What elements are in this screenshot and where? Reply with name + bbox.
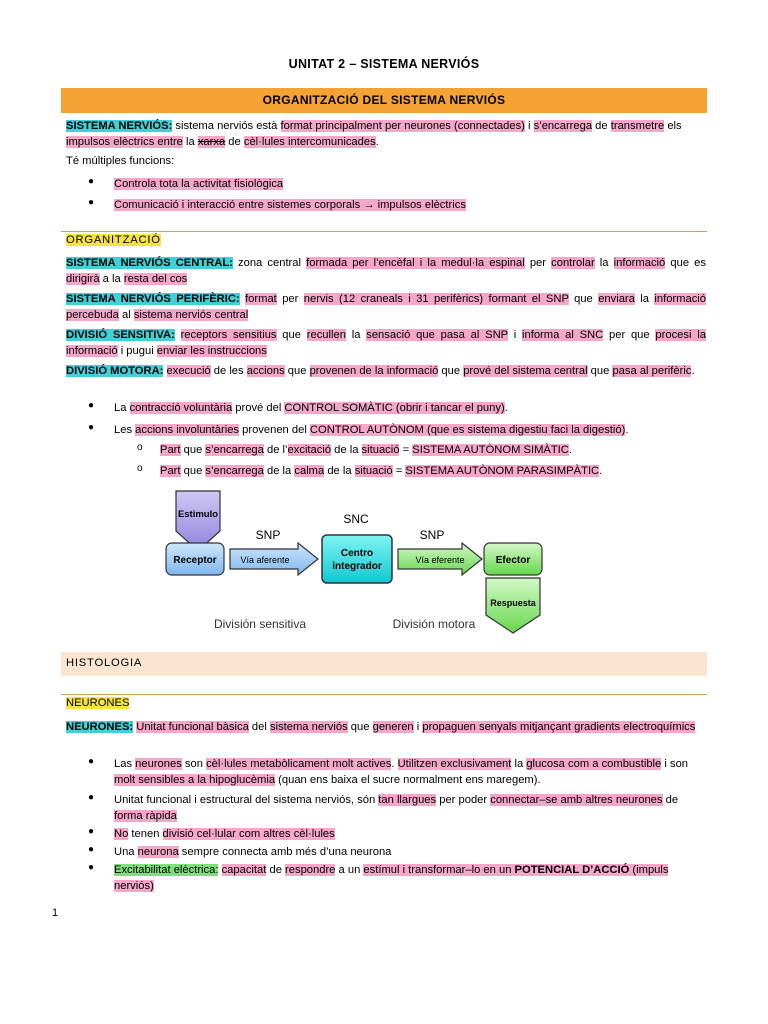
snp-right-label: SNP (419, 528, 445, 542)
neurones-definition: NEURONES: Unitat funcional bàsica del sistema nerviós que generen i propaguen senyals mitjançant gradients electroquímics (66, 721, 696, 733)
bullet-icon: ● (88, 792, 95, 803)
function-item: Comunicació i interacció entre sistemes corporals → impulsos elèctrics (114, 199, 466, 211)
bullet-icon: ● (88, 844, 95, 855)
bullet-icon: ● (88, 400, 95, 411)
document-title: UNITAT 2 – SISTEMA NERVIÓS (288, 57, 480, 71)
via-eferente-label: Vía eferente (415, 555, 465, 565)
motor-bullet: Les accions involuntàries provenen del CONTROL AUTÒNOM (que es sistema digestiu faci la digestió). (114, 424, 629, 436)
page-number: 1 (52, 907, 59, 919)
divider (61, 231, 707, 232)
nervous-system-diagram (150, 485, 570, 640)
bullet-icon: ● (88, 197, 95, 208)
motor-subbullet: Part que s’encarrega de la calma de la situació = SISTEMA AUTÒNOM PARASIMPÀTIC. (160, 465, 603, 477)
motor-subbullet: Part que s’encarrega de l’excitació de la situació = SISTEMA AUTÒNOM SIMÀTIC. (160, 444, 572, 456)
circle-bullet-icon: o (137, 463, 143, 474)
motora-paragraph: DIVISIÓ MOTORA: execució de les accions que provenen de la informació que prové del sistema central que pasa al perifèric. (66, 365, 695, 377)
snc-paragraph: SISTEMA NERVIÓS CENTRAL: zona central formada per l’encèfal i la medul·la espinal per controlar la informació que es dirigirà a la resta del cos (66, 257, 706, 285)
circle-bullet-icon: o (137, 442, 143, 453)
centro-label-2: integrador (332, 561, 382, 572)
respuesta-label: Respuesta (490, 598, 536, 608)
via-aferente-label: Vía aferente (240, 555, 290, 565)
bullet-icon: ● (88, 176, 95, 187)
division-motora-label: División motora (392, 617, 476, 631)
divider (61, 694, 707, 695)
neurones-bullet: Unitat funcional i estructural del sistema nerviós, són tan llargues per poder connectar–se amb altres neurones de forma ràpida (114, 794, 679, 822)
bullet-icon: ● (88, 826, 95, 837)
functions-label: Té múltiples funcions: (66, 155, 175, 167)
function-item: Controla tota la activitat fisiològica (114, 178, 284, 190)
snp-paragraph: SISTEMA NERVIÓS PERIFÈRIC: format per nervis (12 craneals i 31 perifèrics) formant el SNP que enviara la informació percebuda al sistema nerviós central (66, 293, 707, 321)
snp-left-label: SNP (255, 528, 281, 542)
sensitiva-paragraph: DIVISIÓ SENSITIVA: receptors sensitius que recullen la sensació que pasa al SNP i informa al SNC per que procesi la informació i pugui enviar les instruccions (66, 329, 706, 357)
snc-label: SNC (343, 512, 369, 526)
efector-label: Efector (495, 555, 531, 566)
intro-paragraph: SISTEMA NERVIÓS: sistema nerviós està format principalment per neurones (connectades) i s’encarrega de transmetre els impulsos elèctrics entre la xarxa de cèl·lules intercomunicades. (66, 120, 682, 148)
heading-organitzacio: ORGANITZACIÓ (66, 234, 161, 246)
neurones-bullet: Una neurona sempre connecta amb més d’una neurona (114, 846, 392, 858)
centro-label-1: Centro (340, 548, 374, 559)
histologia-bar (61, 652, 707, 676)
centro-integrador-box (322, 535, 392, 583)
heading-neurones: NEURONES (66, 697, 130, 709)
neurones-bullet: Excitabilitat elèctrica: capacitat de respondre a un estímul i transformar–lo en un POTENCIAL D’ACCIÓ (impuls nerviós) (114, 864, 669, 892)
estimulo-label: Estimulo (177, 509, 219, 520)
motor-bullet: La contracció voluntària prové del CONTROL SOMÀTIC (obrir i tancar el puny). (114, 402, 508, 414)
heading-histologia: HISTOLOGIA (66, 657, 143, 669)
term-sistema-nervios: SISTEMA NERVIÓS: (66, 120, 173, 132)
estimulo-shape (176, 491, 220, 551)
bullet-icon: ● (88, 862, 95, 873)
neurones-bullet: No tenen divisió cel·lular com altres cèl·lules (114, 828, 335, 840)
section-banner: ORGANITZACIÓ DEL SISTEMA NERVIÓS (61, 88, 707, 113)
neurones-bullet: Las neurones son cèl·lules metabòlicament molt actives. Utilitzen exclusivament la glucosa com a combustible i son molt sensibles a la hipoglucèmia (quan ens baixa el sucre normalment ens maregem). (114, 758, 689, 786)
receptor-label: Receptor (173, 555, 217, 566)
division-sensitiva-label: División sensitiva (213, 617, 307, 631)
bullet-icon: ● (88, 756, 95, 767)
bullet-icon: ● (88, 422, 95, 433)
